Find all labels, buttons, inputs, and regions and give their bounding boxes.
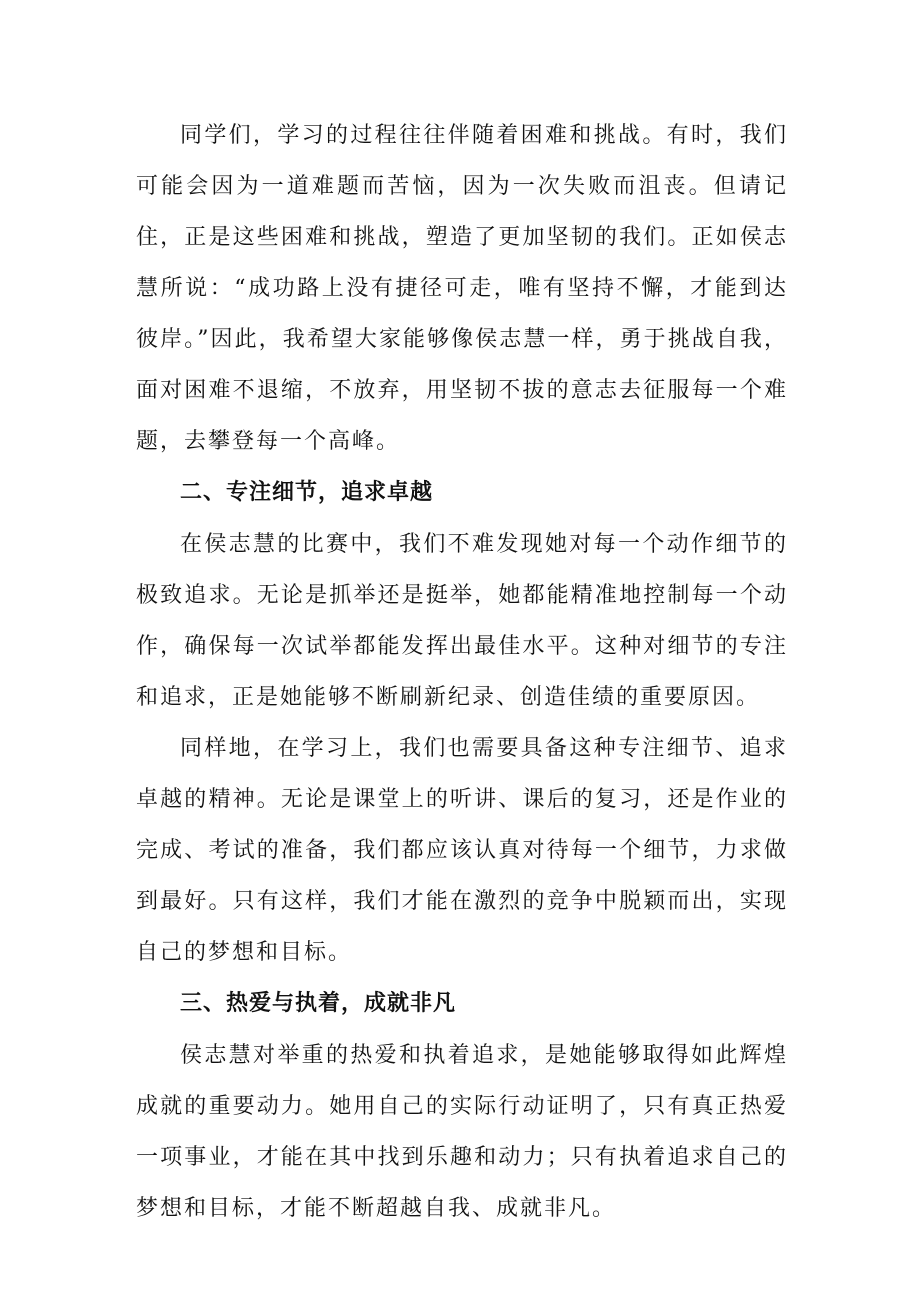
- section-heading-passion: 三、热爱与执着，成就非凡: [180, 991, 457, 1016]
- section-heading-focus-details: 二、专注细节，追求卓越: [180, 480, 434, 505]
- paragraph-study-details: 同样地，在学习上，我们也需要具备这种专注细节、追求卓越的精神。无论是课堂上的听讲、课后的复习，还是作业的完成、考试的准备，我们都应该认真对待每一个细节，力求做到最好。只有这样，我们才能在激烈的竞争中脱颖而出，实现自己的梦想和目标。: [136, 736, 788, 965]
- document-page: [136, 110, 788, 1234]
- paragraph-perseverance: 同学们，学习的过程往往伴随着困难和挑战。有时，我们可能会因为一道难题而苦恼，因为一次失败而沮丧。但请记住，正是这些困难和挑战，塑造了更加坚韧的我们。正如侯志慧所说：“成功路上没有捷径可走，唯有坚持不懈，才能到达彼岸。”因此，我希望大家能够像侯志慧一样，勇于挑战自我，面对困难不退缩，不放弃，用坚韧不拔的意志去征服每一个难题，去攀登每一个高峰。: [136, 123, 788, 454]
- paragraph-passion: 侯志慧对举重的热爱和执着追求，是她能够取得如此辉煌成就的重要动力。她用自己的实际行动证明了，只有真正热爱一项事业，才能在其中找到乐趣和动力；只有执着追求自己的梦想和目标，才能不断超越自我、成就非凡。: [136, 1043, 788, 1221]
- paragraph-competition-details: 在侯志慧的比赛中，我们不难发现她对每一个动作细节的极致追求。无论是抓举还是挺举，她都能精准地控制每一个动作，确保每一次试举都能发挥出最佳水平。这种对细节的专注和追求，正是她能够不断刷新纪录、创造佳绩的重要原因。: [136, 532, 788, 710]
